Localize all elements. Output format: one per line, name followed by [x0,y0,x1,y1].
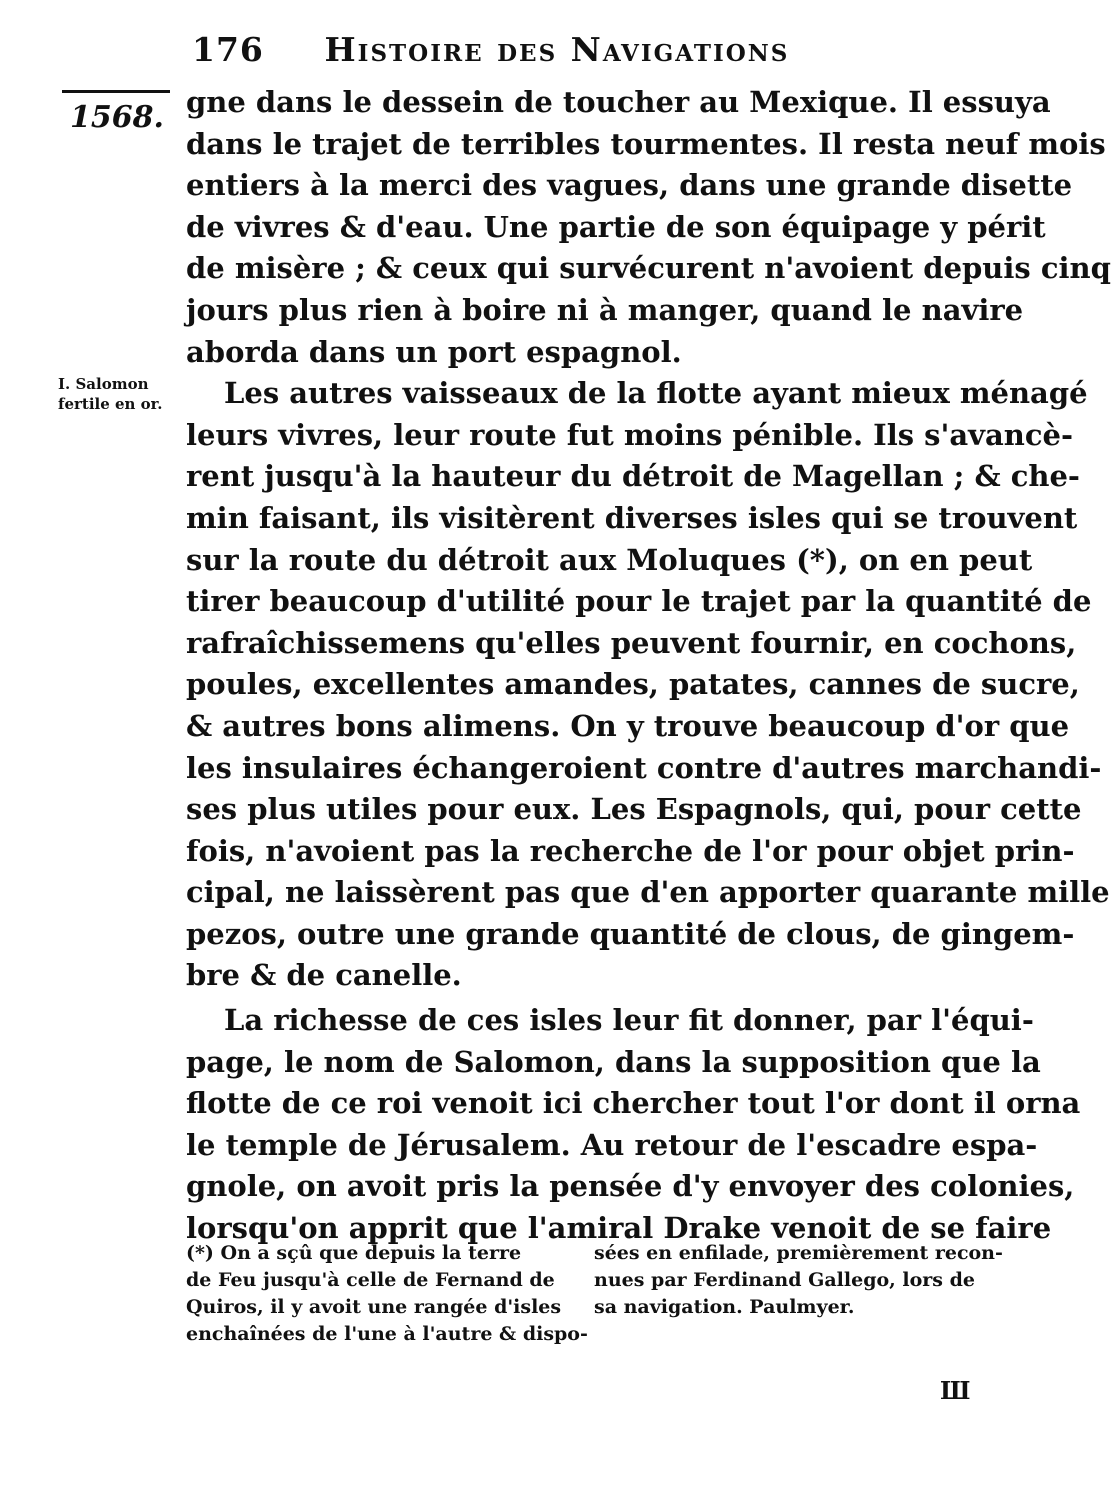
margin-year: 1568. [70,100,164,135]
footnote [186,1240,1003,1380]
margin-note-line: fertile en or. [58,395,163,413]
text-line: les insulaires échangeroient contre d'autres marchandi- [186,750,1102,785]
text-line: tirer beaucoup d'utilité pour le trajet par la quantité de [186,584,1092,619]
text-line: & autres bons alimens. On y trouve beaucoup d'or que [186,708,1070,743]
text-line: leurs vivres, leur route fut moins pénible. Ils s'avancè- [186,417,1074,452]
footnote-line: (*) On a sçû que depuis la terre [186,1242,522,1264]
text-line: rent jusqu'à la hauteur du détroit de Magellan ; & che- [186,459,1080,494]
page-number: 176 [192,30,264,69]
footnote-left-column [186,1240,588,1348]
paragraph-3 [186,1000,1081,1250]
header-rule [62,90,170,93]
footnote-line: sées en enfilade, premièrement recon- [594,1242,1003,1264]
footnote-line: sa navigation. Paulmyer. [594,1296,855,1318]
text-line: jours plus rien à boire ni à manger, quand le navire [186,292,1024,327]
text-line: de vivres & d'eau. Une partie de son équipage y périt [186,209,1046,244]
text-line: dans le trajet de terribles tourmentes. Il resta neuf mois [186,126,1106,161]
paragraph-1 [186,82,1111,373]
running-header [192,30,992,70]
printer-signature: Ш [940,1376,972,1405]
text-line: aborda dans un port espagnol. [186,334,682,369]
text-line: de misère ; & ceux qui survécurent n'avoient depuis cinq [186,251,1111,286]
text-line: gne dans le dessein de toucher au Mexique. Il essuya [186,85,1051,119]
text-line: fois, n'avoient pas la recherche de l'or pour objet prin- [186,833,1075,868]
main-text [186,82,1111,1250]
footnote-line: de Feu jusqu'à celle de Fernand de [186,1269,555,1291]
text-line: min faisant, ils visitèrent diverses isles qui se trouvent [186,500,1078,535]
margin-note [58,374,178,414]
text-line: cipal, ne laissèrent pas que d'en apporter quarante mille [186,875,1110,910]
text-line: La richesse de ces isles leur fit donner, par l'équi- [224,1003,1034,1038]
text-line: entiers à la merci des vagues, dans une grande disette [186,168,1073,203]
text-line: sur la route du détroit aux Moluques (*), on en peut [186,542,1033,577]
margin-note-line: I. Salomon [58,375,149,393]
text-line: pezos, outre une grande quantité de clous, de gingem- [186,916,1075,951]
text-line: flotte de ce roi venoit ici chercher tout l'or dont il orna [186,1086,1081,1121]
text-line: le temple de Jérusalem. Au retour de l'escadre espa- [186,1127,1038,1162]
running-title: Histoire des Navigations [324,30,790,69]
footnote-line: Quiros, il y avoit une rangée d'isles [186,1296,562,1318]
text-line: bre & de canelle. [186,958,462,993]
footnote-line: nues par Ferdinand Gallego, lors de [594,1269,975,1291]
footnote-line: enchaînées de l'une à l'autre & dispo- [186,1323,588,1345]
footnote-right-column [594,1240,1003,1321]
text-line: Les autres vaisseaux de la flotte ayant mieux ménagé [224,376,1088,411]
text-line: page, le nom de Salomon, dans la supposition que la [186,1044,1041,1079]
text-line: ses plus utiles pour eux. Les Espagnols, qui, pour cette [186,792,1082,827]
text-line: rafraîchissemens qu'elles peuvent fournir, en cochons, [186,625,1077,660]
text-line: gnole, on avoit pris la pensée d'y envoyer des colonies, [186,1169,1075,1204]
text-line: poules, excellentes amandes, patates, cannes de sucre, [186,667,1080,702]
paragraph-2 [186,373,1110,997]
text-line: lorsqu'on apprit que l'amiral Drake venoit de se faire [186,1211,1052,1246]
